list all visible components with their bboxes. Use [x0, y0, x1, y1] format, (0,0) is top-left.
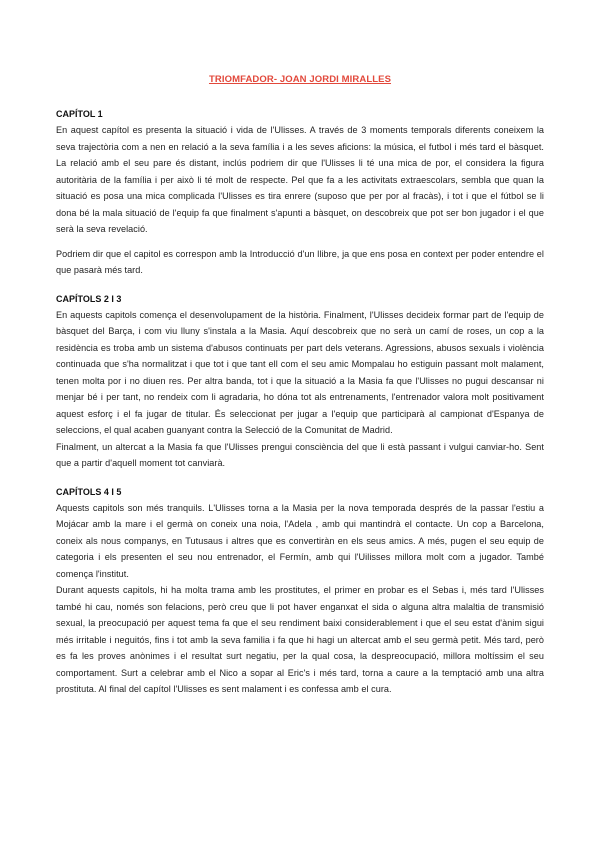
paragraph: Aquests capitols son més tranquils. L'Ulisses torna a la Masia per la nova temporada després de la passar l'estiu a Mojácar amb la mare i el germà on coneix una noia, l'Adela , amb qui mantindrà el contacte. Un cop a Barcelona, coneix als nous companys, en Tutusaus i altres que es convertiràn en els seus amics. A més, pugen el seu equip de categoria i els presenten el seu nou entrenador, el Fermín, amb qui l'Uilisses millora molt com a jugador. També comença l'institut. [56, 502, 544, 579]
section-heading: CAPÍTOLS 4 I 5 [56, 486, 122, 497]
document-title: TRIOMFADOR- JOAN JORDI MIRALLES [208, 74, 392, 85]
document-page [56, 74, 544, 698]
paragraph: Durant aquests capitols, hi ha molta trama amb les prostitutes, el primer en probar es el Sebas i, més tard l'Ulisses també hi cau, només son felacions, però creu que li pot haver enganxat el sida o alguna altra malaltia de transmisió sexual, la preocupació per aquest tema fa que el seu rendiment baixi considerablement i que el seu estat d'ànim sigui més irritable i neguitós, fins i tot amb la seva familia i fa que hi hagi un altercat amb el seu germà petit. Més tard, però es fa les proves anònimes i el resultat surt negatiu, per la qual cosa, la despreocupació, millora moltíssim el seu comportament. Surt a celebrar amb el Nico a sopar al Eric's i més tard, torna a caure a la temptació amb una altra prostituta. Al final del capítol l'Ulisses es sent malament i es confessa amb el cura. [56, 585, 544, 694]
paragraph: Finalment, un altercat a la Masia fa que l'Ulisses prengui consciència del que li està passant i vulgui canviar-ho. Sent que a partir d'aquell moment tot canviarà. [56, 441, 544, 468]
section-heading: CAPÍTOL 1 [56, 109, 103, 119]
section-chapters-4-5 [56, 487, 544, 698]
paragraph: En aquests capitols comença el desenvolupament de la història. Finalment, l'Ulisses decideix formar part de l'equip de bàsquet del Barça, i com viu lluny s'instala a la Masia. Aquí descobreix que no serà un camí de roses, un cop a la residència es troba amb un sistema d'abusos continuats per part dels veterans. Agressions, abusos sexuals i violència continuada que s'ha normalitzat i que tot i que tant ell com el seu amic Mompalau ho estiguin passant molt malament, tenen molta por i no diuen res. Per altra banda, tot i que la situació a la Masia fa que l'Ulisses no pugui descansar ni menjar bé i per tant, no rendeix com li agradaria, ho dóna tot als entrenaments, l'entrenador valora molt positivament aquest esforç i el fa jugar de titular. És seleccionat per jugar a l'equip que participarà al campionat d'Espanya de seleccions, el qual acaben guanyant contra la Selecció de la Comunitat de Madrid. [56, 309, 544, 435]
paragraph: En aquest capítol es presenta la situació i vida de l'Ulisses. A través de 3 moments temporals diferents coneixem la seva trajectòria com a nen en relació a la seva família i a les seves aficions: la música, el futbol i més tard el bàsquet. La relació amb el seu pare és distant, inclús podriem dir que l'Ulisses li té una mica de por, el considera la figura autoritària de la família i per això li té molt de respecte. Pel que fa a les activitats extraescolars, sembla que quan la situació es posa una mica complicada l'Ulisses es tira enrere (suposo que per por al fracàs), i tot i que el fútbol se li dona bé la mala situació de l'equip fa que finalment s'apunti a bàsquet, on descobreix que pot ser bon jugador i el que serà la seva revelació. [56, 125, 544, 234]
section-chapter-1 [56, 109, 544, 279]
paragraph: Podriem dir que el capitol es correspon amb la Introducció d'un llibre, ja que ens posa en context per poder entendre el que pasarà més tard. [56, 248, 544, 275]
section-heading: CAPÍTOLS 2 I 3 [56, 293, 122, 304]
section-chapters-2-3 [56, 294, 544, 472]
